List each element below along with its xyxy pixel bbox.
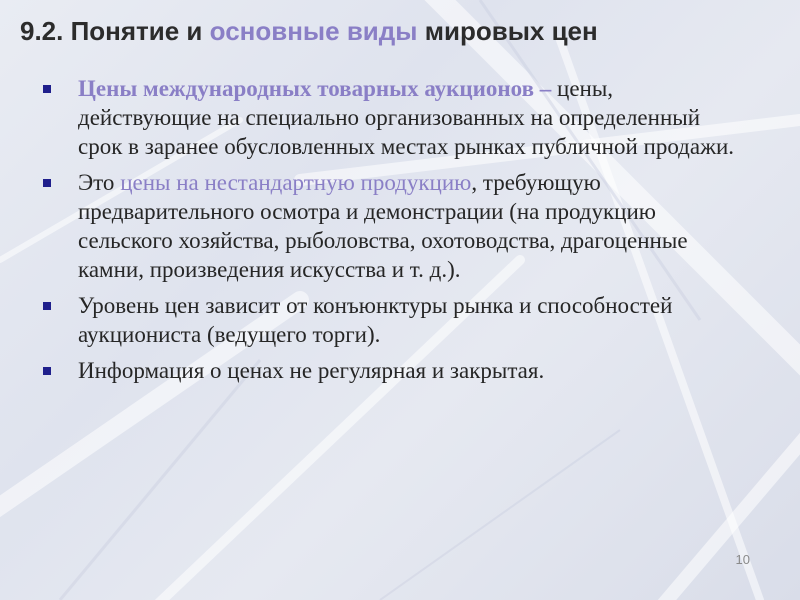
bullet-4-text: Информация о ценах не регулярная и закрытая. — [78, 358, 545, 383]
bullet-item-3 — [40, 291, 740, 349]
bullet-2-text: , требующую предварительного осмотра и демонстрации (на продукцию сельского хозяйства, рыболовства, охотоводства, драгоценные камни, произведения искусства и т. д.). — [78, 170, 688, 282]
bullet-3-text: Уровень цен зависит от конъюнктуры рынка и способностей аукциониста (ведущего торги). — [78, 293, 673, 347]
square-bullet-icon — [43, 85, 51, 93]
square-bullet-icon — [43, 302, 51, 310]
bullet-2-lead: Это — [78, 170, 121, 195]
bullet-2-accent: цены на нестандартную продукцию — [120, 170, 472, 195]
page-number: 10 — [735, 552, 750, 567]
bullet-list — [40, 74, 740, 392]
bullet-item-2 — [40, 168, 740, 284]
square-bullet-icon — [43, 367, 51, 375]
bullet-item-4 — [40, 356, 740, 385]
square-bullet-icon — [43, 179, 51, 187]
title-part-1: 9.2. Понятие и — [20, 16, 210, 46]
title-part-2: мировых цен — [417, 16, 598, 46]
slide-title — [20, 16, 780, 47]
bullet-item-1 — [40, 74, 740, 161]
title-accent: основные виды — [209, 16, 418, 46]
bullet-1-accent: Цены международных товарных аукционов – — [78, 76, 552, 101]
bullet-1-text: цены, действующие на специально организованных на определенный срок в заранее обусловленных местах рынках публичной продажи. — [78, 76, 735, 159]
